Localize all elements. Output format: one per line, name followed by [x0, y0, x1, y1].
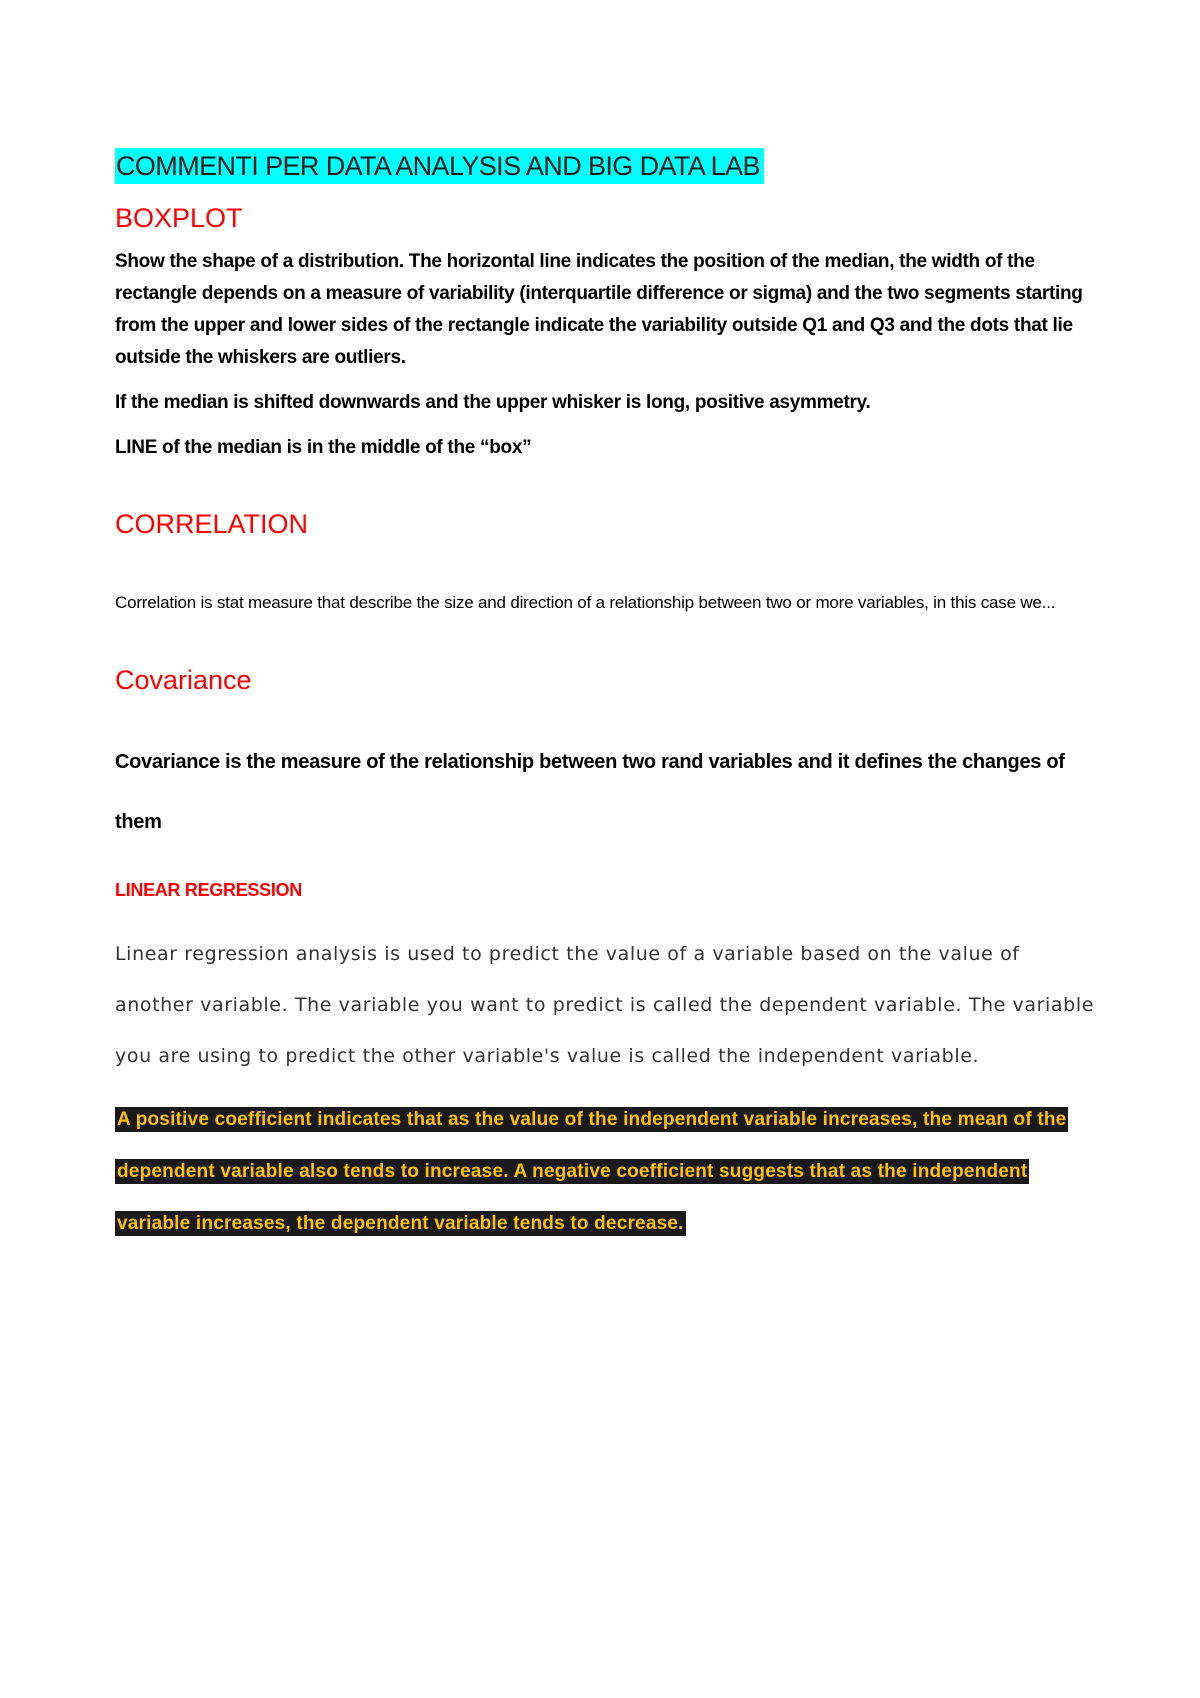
correlation-heading: CORRELATION — [115, 509, 309, 539]
boxplot-heading: BOXPLOT — [115, 203, 243, 233]
boxplot-paragraph-1: Show the shape of a distribution. The horizontal line indicates the position of the median, the width of the rectangle depends on a measure of variability (interquartile difference or sigma) and the two segments starting from the upper and lower sides of the rectangle indicate the variability outside Q1 and Q3 and the dots that lie outside the whiskers are outliers. — [115, 251, 1083, 368]
linear-regression-text: Linear regression analysis is used to predict the value of a variable based on the value of another variable. The variable you want to predict is called the dependent variable. The variable you are using to predict the other variable's value is called the independent variable. — [115, 943, 1094, 1067]
document-title: COMMENTI PER DATA ANALYSIS AND BIG DATA LAB — [115, 148, 764, 184]
highlighted-text: A positive coefficient indicates that as the value of the independent variable increases, the mean of the dependent variable also tends to increase. A negative coefficient suggests that as the independent variable increases, the dependent variable tends to decrease. — [117, 1109, 1067, 1234]
highlighted-paragraph — [115, 1094, 1095, 1250]
boxplot-paragraph-3: LINE of the median is in the middle of the “box” — [115, 437, 532, 458]
document-body — [115, 148, 1095, 1250]
linear-regression-heading: LINEAR REGRESSION — [115, 880, 302, 900]
title-row — [115, 148, 1095, 184]
correlation-text: Correlation is stat measure that describe the size and direction of a relationship between two or more variables, in this case we... — [115, 593, 1056, 612]
covariance-text: Covariance is the measure of the relationship between two rand variables and it defines the changes of them — [115, 751, 1065, 833]
covariance-heading: Covariance — [115, 665, 252, 695]
boxplot-paragraph-2: If the median is shifted downwards and the upper whisker is long, positive asymmetry. — [115, 392, 871, 413]
